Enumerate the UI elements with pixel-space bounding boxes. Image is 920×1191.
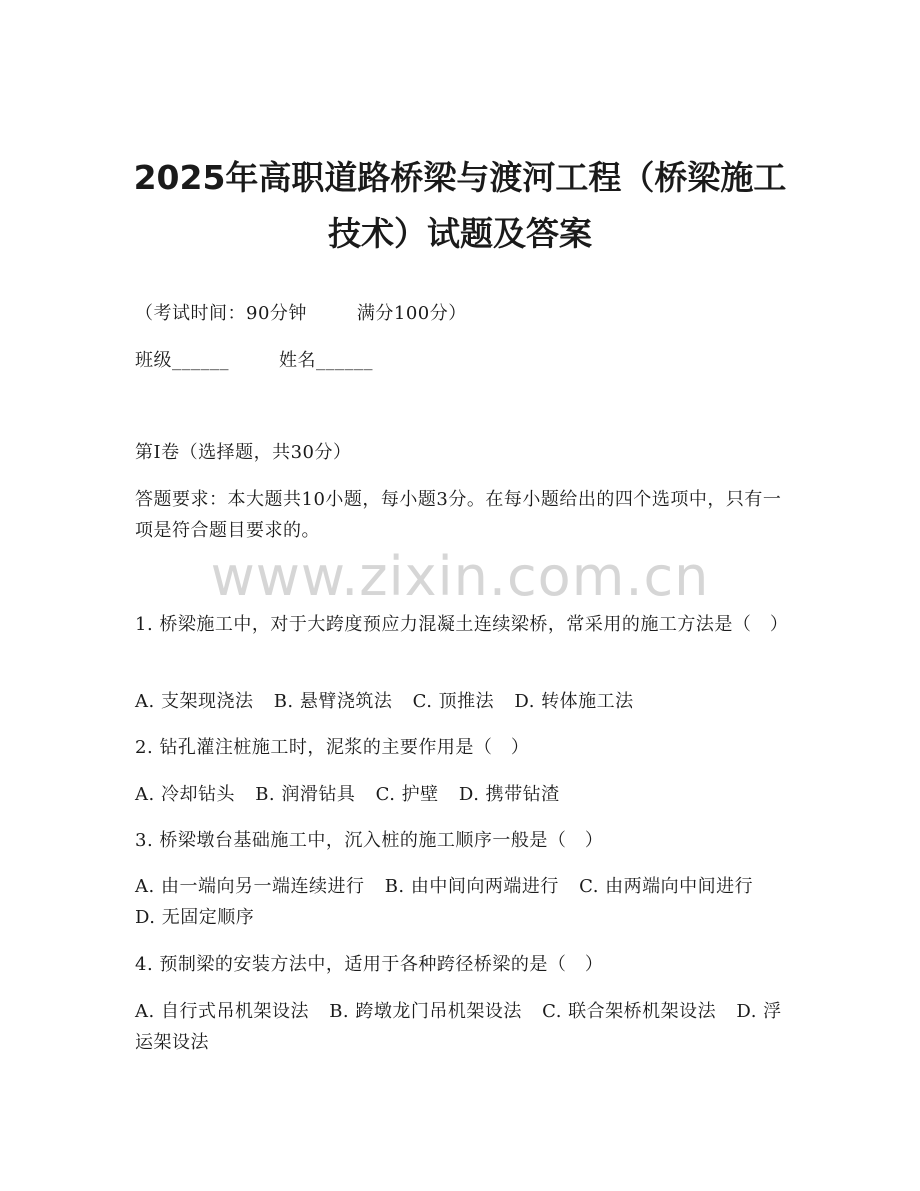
option-a: A. 由一端向另一端连续进行 (135, 876, 365, 897)
name-field: 姓名______ (279, 350, 373, 371)
option-b: B. 跨墩龙门吊机架设法 (329, 1001, 522, 1022)
document-title (0, 150, 920, 262)
title-line-2: 技术）试题及答案 (328, 214, 592, 253)
exam-score: 满分100分） (356, 303, 467, 324)
option-d: D. 携带钻渣 (458, 784, 560, 805)
option-d: D. 转体施工法 (514, 691, 634, 712)
option-b: B. 由中间向两端进行 (384, 876, 559, 897)
option-a: A. 支架现浇法 (135, 691, 254, 712)
question-options (135, 779, 785, 810)
question-stem: 4. 预制梁的安装方法中，适用于各种跨径桥梁的是（ ） (135, 954, 604, 975)
option-b: B. 润滑钻具 (255, 784, 356, 805)
watermark: www.zixin.com.cn (210, 545, 710, 608)
question-stem: 3. 桥梁墩台基础施工中，沉入桩的施工顺序一般是（ ） (135, 830, 604, 851)
option-a: A. 自行式吊机架设法 (135, 1001, 309, 1022)
option-c: C. 护壁 (375, 784, 439, 805)
option-b: B. 悬臂浇筑法 (273, 691, 393, 712)
student-fields (135, 345, 785, 376)
section-heading: 第I卷（选择题，共30分） (135, 442, 352, 463)
question-stem: 2. 钻孔灌注桩施工时，泥浆的主要作用是（ ） (135, 737, 530, 758)
section-instructions: 答题要求：本大题共10小题，每小题3分。在每小题给出的四个选项中，只有一项是符合题目要求的。 (135, 489, 782, 541)
option-c: C. 联合架桥机架设法 (542, 1001, 717, 1022)
title-line-1: 2025年高职道路桥梁与渡河工程（桥梁施工 (133, 158, 787, 197)
exam-info (135, 298, 785, 329)
question-options (135, 996, 785, 1058)
option-a: A. 冷却钻头 (135, 784, 235, 805)
option-c: C. 由两端向中间进行 (579, 876, 754, 897)
question-options (135, 686, 785, 717)
option-c: C. 顶推法 (412, 691, 495, 712)
option-d: D. 无固定顺序 (135, 907, 255, 928)
option-d: D. 浮运架设法 (135, 1001, 782, 1053)
exam-time: （考试时间：90分钟 (135, 303, 307, 324)
question-options (135, 871, 785, 933)
class-field: 班级______ (135, 350, 229, 371)
question-stem: 1. 桥梁施工中，对于大跨度预应力混凝土连续梁桥，常采用的施工方法是（ ） (135, 614, 789, 635)
